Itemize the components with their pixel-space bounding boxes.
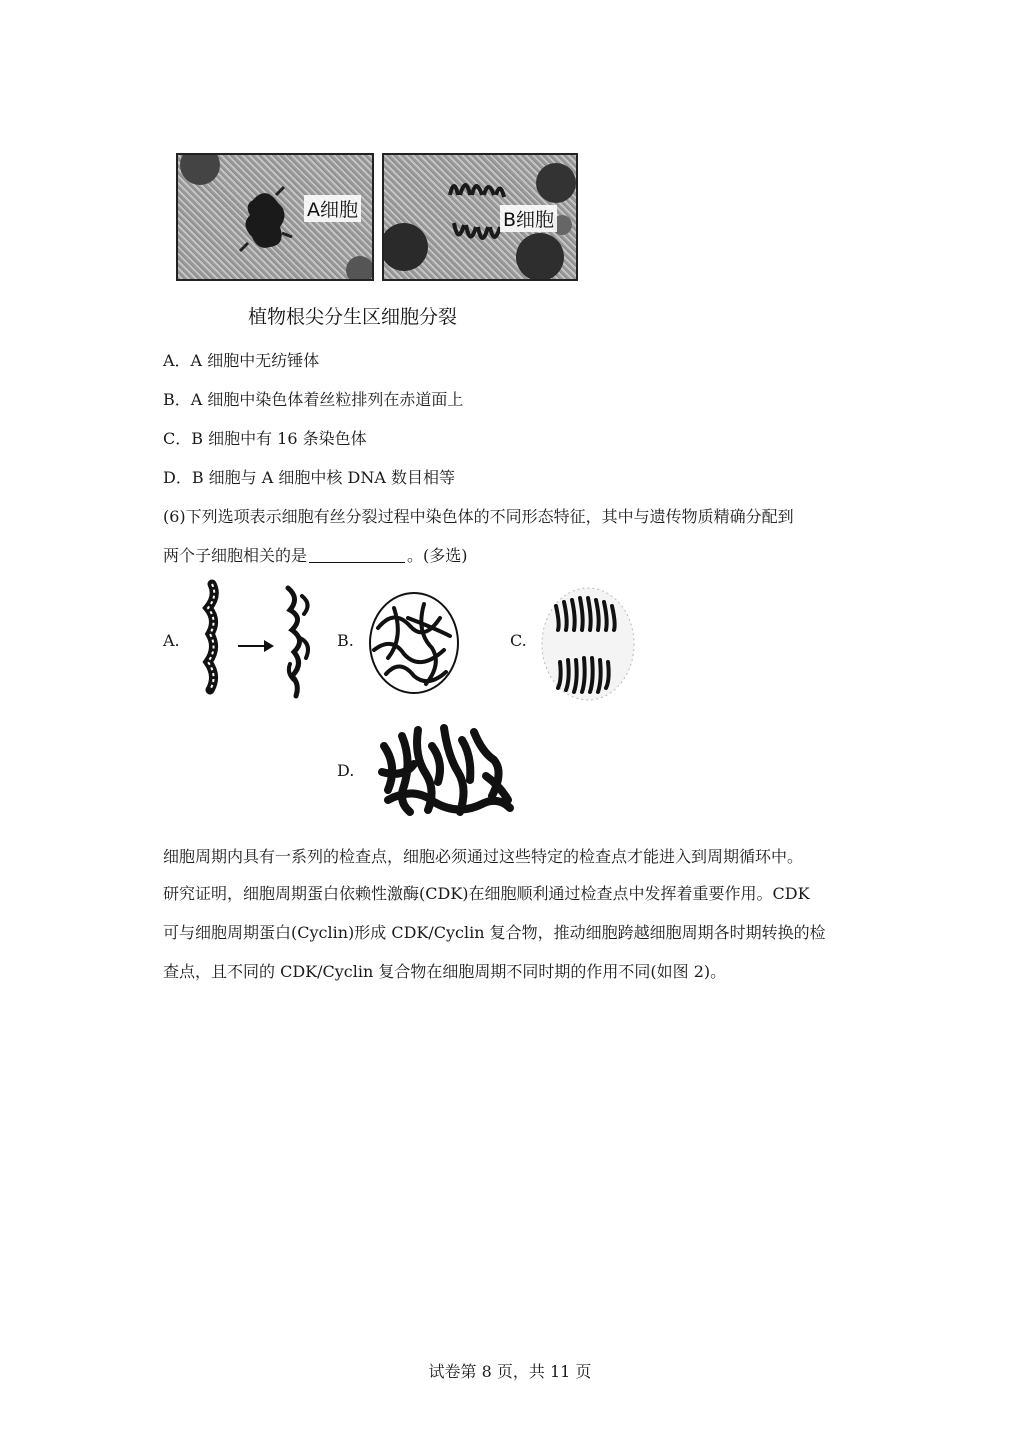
q6-option-a-image (196, 578, 336, 702)
passage-line-4: 查点，且不同的 CDK/Cyclin 复合物在细胞周期不同时期的作用不同(如图 2)。 (163, 962, 727, 981)
panel-a-label: A细胞 (304, 195, 361, 222)
q6-stem-text: 两个子细胞相关的是 (163, 546, 308, 565)
answer-blank[interactable] (309, 546, 405, 563)
passage-line-2: 研究证明，细胞周期蛋白依赖性激酶(CDK)在细胞顺利通过检查点中发挥着重要作用。CDK (163, 884, 810, 903)
q6-option-d-label: D. (337, 761, 355, 780)
passage-line-1: 细胞周期内具有一系列的检查点，细胞必须通过这些特定的检查点才能进入到周期循环中。 (163, 847, 804, 866)
q6-stem-line2 (163, 545, 468, 567)
page-footer: 试卷第 8 页，共 11 页 (428, 1362, 592, 1381)
q5-option-d: D．B 细胞与 A 细胞中核 DNA 数目相等 (163, 468, 455, 487)
q6-option-c-image (538, 584, 638, 704)
q5-option-c: C．B 细胞中有 16 条染色体 (163, 429, 367, 448)
q5-option-b: B．A 细胞中染色体着丝粒排列在赤道面上 (163, 390, 464, 409)
q6-option-b-image (364, 588, 464, 698)
panel-b-label: B细胞 (500, 205, 557, 232)
q6-option-c-label: C. (510, 631, 527, 650)
micrograph-panel-a (176, 153, 374, 281)
q6-stem-suffix: 。(多选) (407, 546, 468, 565)
micrograph-panel-b (382, 153, 578, 281)
q6-stem-line1: (6)下列选项表示细胞有丝分裂过程中染色体的不同形态特征，其中与遗传物质精确分配到 (163, 507, 794, 526)
q5-option-a: A．A 细胞中无纺锤体 (163, 351, 320, 370)
passage-line-3: 可与细胞周期蛋白(Cyclin)形成 CDK/Cyclin 复合物，推动细胞跨越细胞周期各时期转换的检 (163, 923, 826, 942)
q6-option-b-label: B. (337, 631, 354, 650)
q6-option-a-label: A. (163, 631, 180, 650)
figure-caption: 植物根尖分生区细胞分裂 (248, 306, 458, 328)
q6-option-d-image (374, 716, 520, 826)
